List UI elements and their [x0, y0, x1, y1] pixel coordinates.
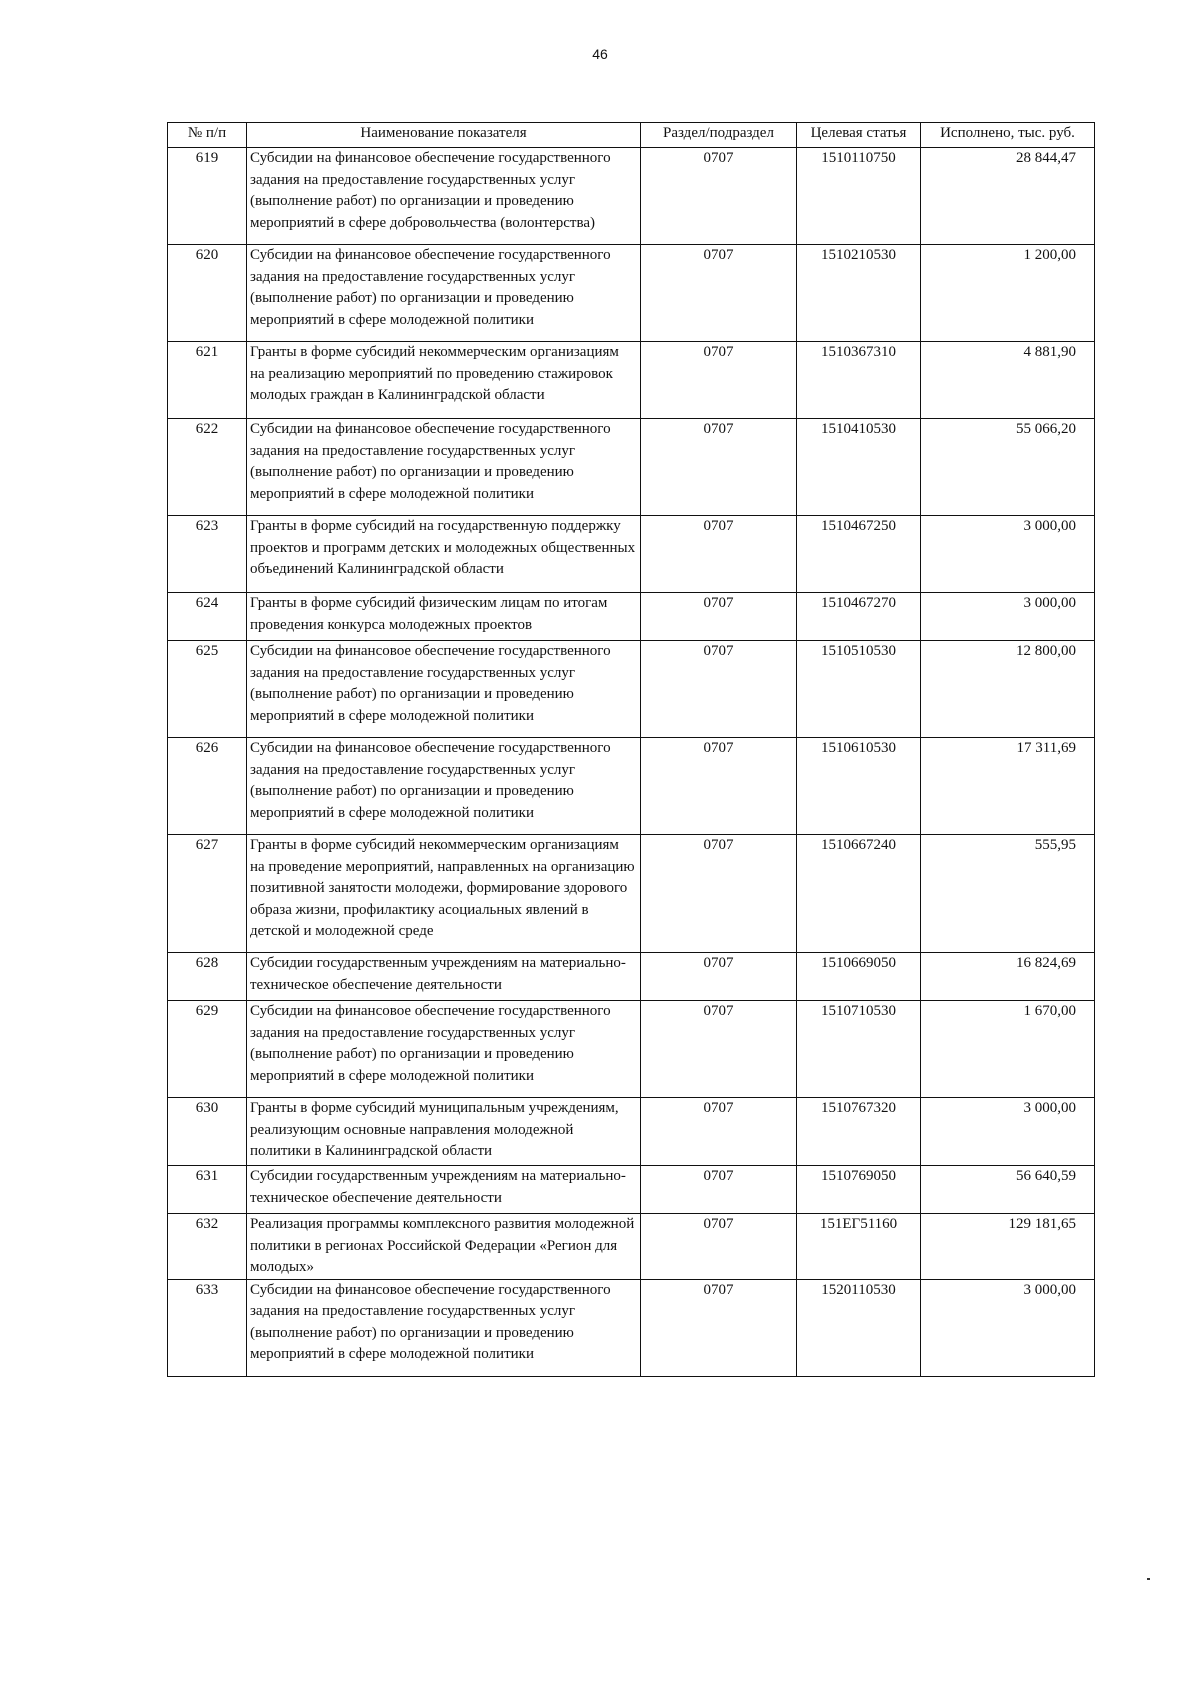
- table-row: [168, 516, 1095, 593]
- target-article: 1510710530: [797, 1001, 921, 1098]
- indicator-name: Субсидии на финансовое обеспечение государственного задания на предоставление государственных услуг (выполнение работ) по организации и проведению мероприятий в сфере добровольчества (волонтерства): [247, 148, 641, 245]
- executed-amount: 1 670,00: [921, 1001, 1095, 1098]
- target-article: 1510767320: [797, 1098, 921, 1166]
- section-code: 0707: [641, 953, 797, 1001]
- table-row: [168, 835, 1095, 953]
- row-number: 629: [168, 1001, 247, 1098]
- scan-artifact: [1147, 1578, 1150, 1580]
- row-number: 619: [168, 148, 247, 245]
- row-number: 620: [168, 245, 247, 342]
- executed-amount: 28 844,47: [921, 148, 1095, 245]
- section-code: 0707: [641, 641, 797, 738]
- indicator-name: Гранты в форме субсидий некоммерческим организациям на реализацию мероприятий по проведению стажировок молодых граждан в Калининградской области: [247, 342, 641, 419]
- section-code: 0707: [641, 1214, 797, 1280]
- table-row: [168, 1166, 1095, 1214]
- section-code: 0707: [641, 419, 797, 516]
- table-row: [168, 738, 1095, 835]
- row-number: 624: [168, 593, 247, 641]
- row-number: 631: [168, 1166, 247, 1214]
- row-number: 625: [168, 641, 247, 738]
- section-code: 0707: [641, 1001, 797, 1098]
- table-header-row: [168, 123, 1095, 148]
- section-code: 0707: [641, 148, 797, 245]
- executed-amount: 1 200,00: [921, 245, 1095, 342]
- section-code: 0707: [641, 1166, 797, 1214]
- row-number: 621: [168, 342, 247, 419]
- indicator-name: Реализация программы комплексного развития молодежной политики в регионах Российской Федерации «Регион для молодых»: [247, 1214, 641, 1280]
- budget-execution-table: [167, 122, 1095, 1377]
- executed-amount: 3 000,00: [921, 1098, 1095, 1166]
- table-row: [168, 245, 1095, 342]
- target-article: 1510769050: [797, 1166, 921, 1214]
- executed-amount: 55 066,20: [921, 419, 1095, 516]
- row-number: 623: [168, 516, 247, 593]
- target-article: 1510210530: [797, 245, 921, 342]
- table-row: [168, 1279, 1095, 1376]
- indicator-name: Субсидии на финансовое обеспечение государственного задания на предоставление государственных услуг (выполнение работ) по организации и проведению мероприятий в сфере молодежной политики: [247, 1001, 641, 1098]
- indicator-name: Субсидии на финансовое обеспечение государственного задания на предоставление государственных услуг (выполнение работ) по организации и проведению мероприятий в сфере молодежной политики: [247, 419, 641, 516]
- target-article: 1510410530: [797, 419, 921, 516]
- section-code: 0707: [641, 593, 797, 641]
- executed-amount: 12 800,00: [921, 641, 1095, 738]
- section-code: 0707: [641, 835, 797, 953]
- header-article: Целевая статья: [797, 123, 921, 148]
- table-row: [168, 641, 1095, 738]
- executed-amount: 129 181,65: [921, 1214, 1095, 1280]
- indicator-name: Субсидии на финансовое обеспечение государственного задания на предоставление государственных услуг (выполнение работ) по организации и проведению мероприятий в сфере молодежной политики: [247, 1279, 641, 1376]
- table-row: [168, 1098, 1095, 1166]
- header-name: Наименование показателя: [247, 123, 641, 148]
- executed-amount: 17 311,69: [921, 738, 1095, 835]
- row-number: 622: [168, 419, 247, 516]
- target-article: 1510467270: [797, 593, 921, 641]
- table-row: [168, 148, 1095, 245]
- row-number: 627: [168, 835, 247, 953]
- row-number: 628: [168, 953, 247, 1001]
- target-article: 1510610530: [797, 738, 921, 835]
- table-row: [168, 593, 1095, 641]
- table-row: [168, 419, 1095, 516]
- target-article: 1510667240: [797, 835, 921, 953]
- executed-amount: 4 881,90: [921, 342, 1095, 419]
- executed-amount: 3 000,00: [921, 593, 1095, 641]
- target-article: 1520110530: [797, 1279, 921, 1376]
- target-article: 1510669050: [797, 953, 921, 1001]
- page-number: 46: [592, 46, 608, 62]
- table-row: [168, 342, 1095, 419]
- section-code: 0707: [641, 738, 797, 835]
- indicator-name: Гранты в форме субсидий муниципальным учреждениям, реализующим основные направления молодежной политики в Калининградской области: [247, 1098, 641, 1166]
- target-article: 1510367310: [797, 342, 921, 419]
- indicator-name: Субсидии на финансовое обеспечение государственного задания на предоставление государственных услуг (выполнение работ) по организации и проведению мероприятий в сфере молодежной политики: [247, 245, 641, 342]
- target-article: 1510110750: [797, 148, 921, 245]
- indicator-name: Гранты в форме субсидий на государственную поддержку проектов и программ детских и молодежных общественных объединений Калининградской области: [247, 516, 641, 593]
- executed-amount: 16 824,69: [921, 953, 1095, 1001]
- executed-amount: 555,95: [921, 835, 1095, 953]
- indicator-name: Субсидии государственным учреждениям на материально-техническое обеспечение деятельности: [247, 953, 641, 1001]
- executed-amount: 3 000,00: [921, 516, 1095, 593]
- header-num: № п/п: [168, 123, 247, 148]
- header-amount: Исполнено, тыс. руб.: [921, 123, 1095, 148]
- indicator-name: Гранты в форме субсидий физическим лицам по итогам проведения конкурса молодежных проектов: [247, 593, 641, 641]
- target-article: 151ЕГ51160: [797, 1214, 921, 1280]
- section-code: 0707: [641, 245, 797, 342]
- section-code: 0707: [641, 1279, 797, 1376]
- section-code: 0707: [641, 516, 797, 593]
- table-row: [168, 953, 1095, 1001]
- indicator-name: Гранты в форме субсидий некоммерческим организациям на проведение мероприятий, направленных на организацию позитивной занятости молодежи, формирование здорового образа жизни, профилактику асоциальных явлений в детской и молодежной среде: [247, 835, 641, 953]
- target-article: 1510467250: [797, 516, 921, 593]
- indicator-name: Субсидии на финансовое обеспечение государственного задания на предоставление государственных услуг (выполнение работ) по организации и проведению мероприятий в сфере молодежной политики: [247, 738, 641, 835]
- table-row: [168, 1001, 1095, 1098]
- executed-amount: 3 000,00: [921, 1279, 1095, 1376]
- indicator-name: Субсидии на финансовое обеспечение государственного задания на предоставление государственных услуг (выполнение работ) по организации и проведению мероприятий в сфере молодежной политики: [247, 641, 641, 738]
- header-section: Раздел/подраздел: [641, 123, 797, 148]
- row-number: 630: [168, 1098, 247, 1166]
- row-number: 632: [168, 1214, 247, 1280]
- table-row: [168, 1214, 1095, 1280]
- section-code: 0707: [641, 1098, 797, 1166]
- row-number: 633: [168, 1279, 247, 1376]
- executed-amount: 56 640,59: [921, 1166, 1095, 1214]
- row-number: 626: [168, 738, 247, 835]
- target-article: 1510510530: [797, 641, 921, 738]
- indicator-name: Субсидии государственным учреждениям на материально-техническое обеспечение деятельности: [247, 1166, 641, 1214]
- section-code: 0707: [641, 342, 797, 419]
